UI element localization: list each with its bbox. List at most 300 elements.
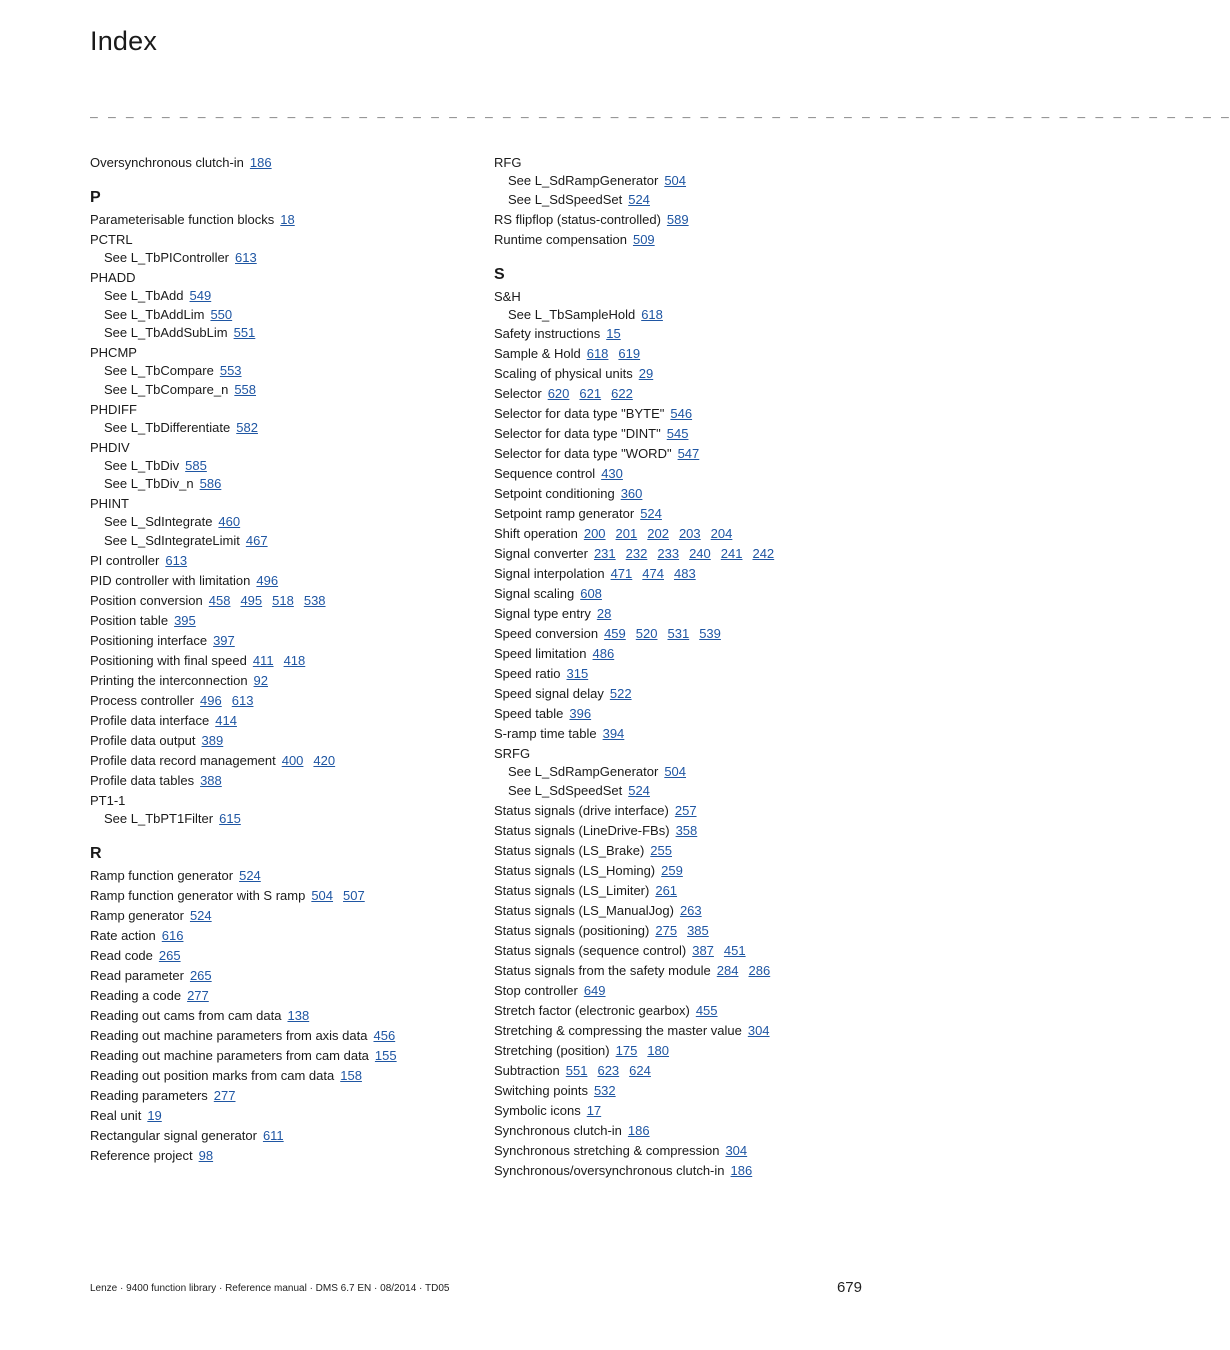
page-reference-link[interactable]: 394 [602, 726, 625, 742]
index-entry-label: Position conversion [90, 592, 203, 608]
page-reference-link[interactable]: 265 [189, 967, 212, 983]
index-entry-label: See L_SdSpeedSet [508, 191, 623, 207]
page-reference-link[interactable]: 455 [695, 1002, 718, 1018]
index-entry-label: Sequence control [494, 466, 596, 482]
index-entry-label: Signal type entry [494, 606, 591, 622]
index-entry [90, 268, 475, 287]
index-entry [90, 1026, 475, 1046]
index-entry-label: Shift operation [494, 526, 578, 542]
index-entry-label: See L_SdSpeedSet [508, 783, 623, 799]
index-entry-label: PHDIV [90, 439, 130, 455]
index-entry-label: PHINT [90, 496, 129, 512]
index-entry-label: Signal converter [494, 546, 588, 562]
page-reference-link[interactable]: 524 [189, 907, 212, 923]
page-reference-link[interactable]: 138 [287, 1007, 310, 1023]
index-entry [494, 324, 874, 344]
page-reference-link[interactable]: 531 [667, 626, 690, 642]
index-subentry [494, 763, 874, 782]
index-entry-label: Reading out machine parameters from cam data [90, 1047, 369, 1063]
page-reference-link[interactable]: 518 [272, 592, 294, 608]
page-reference-link[interactable]: 233 [657, 546, 680, 562]
index-entry-label: RFG [494, 155, 522, 170]
index-entry-label: Setpoint ramp generator [494, 506, 635, 522]
index-entry [494, 584, 874, 604]
page-reference-link[interactable]: 92 [253, 672, 269, 688]
page-reference-link[interactable]: 451 [723, 942, 746, 958]
index-entry [90, 791, 475, 810]
index-entry-label: See L_TbDifferentiate [104, 419, 231, 435]
index-entry-label: Positioning with final speed [90, 652, 247, 668]
index-entry-label: Reading out cams from cam data [90, 1007, 282, 1023]
page-reference-link[interactable]: 242 [752, 546, 775, 562]
index-entry [90, 1006, 475, 1026]
page-reference-link[interactable]: 411 [252, 652, 274, 668]
page-reference-link[interactable]: 385 [687, 922, 709, 938]
index-subentry [494, 306, 874, 325]
index-subentry [90, 287, 475, 306]
page-reference-link[interactable]: 624 [629, 1062, 651, 1078]
page-reference-link[interactable]: 186 [249, 155, 272, 170]
index-entry [494, 444, 874, 464]
page-reference-link[interactable]: 200 [583, 526, 606, 542]
index-entry [494, 504, 874, 524]
index-entry [90, 1086, 475, 1106]
index-entry [90, 886, 475, 906]
page-reference-link[interactable]: 616 [161, 927, 184, 943]
index-entry [90, 153, 475, 173]
page-reference-link[interactable]: 613 [235, 250, 257, 265]
index-entry-label: Ramp generator [90, 907, 184, 923]
page-reference-link[interactable]: 496 [200, 692, 222, 708]
index-entry-label: See L_TbSampleHold [508, 306, 636, 322]
page-reference-link[interactable]: 474 [642, 566, 664, 582]
page-reference-link[interactable]: 618 [586, 346, 609, 362]
index-entry-label: Process controller [90, 692, 195, 708]
index-entry [90, 591, 475, 611]
page-reference-link[interactable]: 615 [219, 810, 241, 826]
index-entry-label: Status signals (LS_ManualJog) [494, 902, 674, 918]
index-entry-label: PCTRL [90, 232, 133, 247]
page-reference-link[interactable]: 158 [340, 1067, 362, 1083]
page-reference-link[interactable]: 203 [678, 526, 701, 542]
index-entry [90, 771, 475, 791]
index-entry [90, 551, 475, 571]
page-reference-link[interactable]: 257 [674, 802, 697, 818]
index-entry-label: Signal interpolation [494, 566, 605, 582]
index-subentry [90, 457, 475, 476]
index-entry [90, 1146, 475, 1166]
page-reference-link[interactable]: 430 [601, 466, 623, 482]
page-reference-link[interactable]: 504 [664, 173, 687, 188]
page-reference-link[interactable]: 509 [632, 231, 655, 247]
index-entry-label: Scaling of physical units [494, 366, 633, 382]
index-entry [494, 404, 874, 424]
index-entry [90, 343, 475, 362]
index-entry-label: Oversynchronous clutch-in [90, 155, 244, 170]
index-entry-label: Rate action [90, 927, 156, 943]
index-entry-label: Reading parameters [90, 1087, 208, 1103]
page-reference-link[interactable]: 558 [234, 381, 257, 397]
index-entry-label: Printing the interconnection [90, 672, 248, 688]
page-reference-link[interactable]: 201 [615, 526, 638, 542]
page-reference-link[interactable]: 619 [618, 346, 641, 362]
page-reference-link[interactable]: 460 [218, 514, 241, 530]
page-reference-link[interactable]: 304 [747, 1022, 770, 1038]
page-reference-link[interactable]: 467 [245, 532, 268, 548]
index-entry [494, 484, 874, 504]
page-reference-link[interactable]: 618 [641, 306, 663, 322]
index-entry-label: Signal scaling [494, 586, 575, 602]
index-entry-label: Stretching & compressing the master value [494, 1022, 742, 1038]
index-entry-label: Reference project [90, 1147, 193, 1163]
page-reference-link[interactable]: 400 [281, 752, 304, 768]
page-reference-link[interactable]: 611 [262, 1127, 284, 1143]
index-entry-label: See L_TbCompare_n [104, 381, 229, 397]
index-entry-label: Speed limitation [494, 646, 587, 662]
index-entry [494, 901, 874, 921]
index-entry [90, 651, 475, 671]
index-entry-label: SRFG [494, 746, 531, 762]
index-entry [494, 424, 874, 444]
page-reference-link[interactable]: 551 [233, 325, 256, 341]
page-reference-link[interactable]: 275 [655, 922, 678, 938]
index-entry-label: S&H [494, 288, 521, 304]
page-reference-link[interactable]: 265 [158, 947, 181, 963]
index-entry [90, 711, 475, 731]
page-reference-link[interactable]: 545 [666, 426, 689, 442]
index-entry-label: Selector for data type "BYTE" [494, 406, 665, 422]
index-subentry [90, 362, 475, 381]
page-reference-link[interactable]: 202 [647, 526, 669, 542]
index-entry-label: S-ramp time table [494, 726, 597, 742]
index-entry-label: Safety instructions [494, 326, 601, 342]
page-reference-link[interactable]: 388 [200, 772, 222, 788]
index-entry [90, 1126, 475, 1146]
page-reference-link[interactable]: 29 [638, 366, 654, 382]
index-entry [90, 731, 475, 751]
page-reference-link[interactable]: 231 [593, 546, 616, 562]
index-entry [90, 986, 475, 1006]
index-entry [494, 704, 874, 724]
page-reference-link[interactable]: 496 [256, 572, 279, 588]
index-entry [90, 230, 475, 249]
index-entry [90, 1046, 475, 1066]
page-reference-link[interactable]: 524 [628, 783, 650, 799]
page-reference-link[interactable]: 420 [313, 752, 336, 768]
index-entry-label: PI controller [90, 552, 160, 568]
page-reference-link[interactable]: 315 [566, 666, 589, 682]
index-entry [90, 571, 475, 591]
index-entry-label: Profile data tables [90, 772, 195, 788]
page-reference-link[interactable]: 232 [625, 546, 648, 562]
index-entry [494, 1041, 874, 1061]
page-title: Index [90, 26, 158, 56]
index-entry-label: Rectangular signal generator [90, 1127, 257, 1143]
page-reference-link[interactable]: 263 [679, 902, 702, 918]
page-reference-link[interactable]: 458 [208, 592, 231, 608]
page-reference-link[interactable]: 358 [675, 822, 698, 838]
page-reference-link[interactable]: 471 [610, 566, 633, 582]
index-entry [494, 364, 874, 384]
index-entry [494, 544, 874, 564]
index-entry [494, 604, 874, 624]
index-entry-label: Ramp function generator [90, 867, 234, 883]
index-entry-label: Profile data interface [90, 712, 210, 728]
page-reference-link[interactable]: 459 [604, 626, 626, 642]
index-entry-label: Read code [90, 947, 153, 963]
index-entry-label: Position table [90, 612, 169, 628]
index-entry-label: Selector [494, 386, 542, 402]
index-letter-heading: S [494, 265, 505, 283]
page-reference-link[interactable]: 186 [730, 1162, 753, 1178]
page-reference-link[interactable]: 397 [213, 632, 235, 648]
index-entry [494, 981, 874, 1001]
index-entry [90, 906, 475, 926]
page-reference-link[interactable]: 621 [579, 386, 602, 402]
index-entry-label: PHDIFF [90, 401, 137, 417]
index-entry-label: Runtime compensation [494, 231, 627, 247]
index-entry [494, 821, 874, 841]
index-entry-label: Positioning interface [90, 632, 208, 648]
index-entry [90, 494, 475, 513]
index-entry-label: PID controller with limitation [90, 572, 251, 588]
page-reference-link[interactable]: 504 [664, 764, 687, 780]
index-entry [494, 210, 874, 230]
index-entry-label: Status signals (LS_Homing) [494, 862, 656, 878]
page-reference-link[interactable]: 277 [213, 1087, 236, 1103]
index-entry-label: Synchronous clutch-in [494, 1122, 622, 1138]
index-entry [494, 564, 874, 584]
page-reference-link[interactable]: 524 [640, 506, 662, 522]
index-entry [90, 631, 475, 651]
index-subentry [494, 782, 874, 801]
index-entry-label: See L_SdRampGenerator [508, 173, 659, 188]
index-entry-label: PHCMP [90, 345, 137, 361]
page-reference-link[interactable]: 28 [596, 606, 612, 622]
index-entry [494, 941, 874, 961]
index-entry-label: Profile data record management [90, 752, 276, 768]
index-entry-label: Switching points [494, 1082, 588, 1098]
index-entry-label: Real unit [90, 1107, 142, 1123]
index-entry-label: Speed ratio [494, 666, 561, 682]
page-reference-link[interactable]: 486 [592, 646, 615, 662]
page-reference-link[interactable]: 524 [628, 191, 650, 207]
index-subentry [90, 249, 475, 268]
index-entry [494, 724, 874, 744]
index-entry [90, 1066, 475, 1086]
index-entry-label: Status signals from the safety module [494, 962, 711, 978]
index-entry [494, 1061, 874, 1081]
index-entry-label: See L_TbPT1Filter [104, 810, 214, 826]
index-entry-label: Status signals (LS_Limiter) [494, 882, 650, 898]
index-entry [494, 524, 874, 544]
index-entry [90, 438, 475, 457]
page-reference-link[interactable]: 613 [165, 552, 188, 568]
page-reference-link[interactable]: 483 [673, 566, 696, 582]
page-reference-link[interactable]: 522 [609, 686, 632, 702]
index-entry-label: See L_TbPIController [104, 250, 230, 265]
page-reference-link[interactable]: 546 [670, 406, 693, 422]
page-reference-link[interactable]: 532 [593, 1082, 616, 1098]
page-reference-link[interactable]: 277 [187, 987, 209, 1003]
page-reference-link[interactable]: 520 [635, 626, 658, 642]
page-reference-link[interactable]: 495 [240, 592, 263, 608]
page-reference-link[interactable]: 582 [236, 419, 258, 435]
index-letter-heading: P [90, 189, 101, 206]
page-reference-link[interactable]: 553 [219, 363, 242, 379]
index-entry [494, 664, 874, 684]
index-entry [494, 841, 874, 861]
index-entry-label: See L_SdIntegrateLimit [104, 532, 240, 548]
index-entry-label: Symbolic icons [494, 1102, 581, 1118]
index-entry [494, 384, 874, 404]
page-reference-link[interactable]: 387 [692, 942, 714, 958]
index-entry [494, 464, 874, 484]
index-entry-label: Synchronous/oversynchronous clutch-in [494, 1162, 725, 1178]
page-number: 679 [836, 1279, 862, 1296]
index-entry-label: Subtraction [494, 1062, 560, 1078]
page-reference-link[interactable]: 456 [373, 1027, 396, 1043]
page-reference-link[interactable]: 304 [725, 1142, 748, 1158]
page-reference-link[interactable]: 389 [201, 732, 224, 748]
index-entry [494, 921, 874, 941]
index-entry-label: RS flipflop (status-controlled) [494, 211, 661, 227]
index-entry [90, 210, 475, 230]
index-entry [494, 1141, 874, 1161]
page-reference-link[interactable]: 241 [720, 546, 743, 562]
index-entry [494, 624, 874, 644]
page-reference-link[interactable]: 261 [655, 882, 678, 898]
page-reference-link[interactable]: 284 [716, 962, 739, 978]
index-subentry [90, 810, 475, 829]
index-entry-label: See L_SdIntegrate [104, 514, 213, 530]
index-entry-label: Selector for data type "DINT" [494, 426, 661, 442]
index-entry-label: Read parameter [90, 967, 184, 983]
page-reference-link[interactable]: 259 [661, 862, 683, 878]
index-subentry [90, 381, 475, 400]
index-entry-label: Speed conversion [494, 626, 599, 642]
page-reference-link[interactable]: 549 [189, 287, 212, 303]
index-entry [494, 684, 874, 704]
page-reference-link[interactable]: 620 [547, 386, 570, 402]
index-entry-label: Ramp function generator with S ramp [90, 887, 306, 903]
index-entry [494, 1081, 874, 1101]
page-reference-link[interactable]: 155 [374, 1047, 397, 1063]
index-column-right [494, 153, 874, 1181]
page-reference-link[interactable]: 396 [569, 706, 592, 722]
index-entry-label: Reading out position marks from cam data [90, 1067, 335, 1083]
index-entry [494, 1021, 874, 1041]
page-reference-link[interactable]: 524 [239, 867, 261, 883]
index-entry [494, 801, 874, 821]
page-reference-link[interactable]: 585 [185, 457, 207, 473]
index-entry [494, 861, 874, 881]
index-entry-label: Reading out machine parameters from axis data [90, 1027, 368, 1043]
page-reference-link[interactable]: 547 [677, 446, 700, 462]
index-entry [90, 751, 475, 771]
page-reference-link[interactable]: 19 [147, 1107, 162, 1123]
index-entry [494, 153, 874, 172]
index-entry-label: PHADD [90, 269, 136, 285]
page-reference-link[interactable]: 504 [311, 887, 334, 903]
page-reference-link[interactable]: 623 [597, 1062, 620, 1078]
index-entry [494, 1121, 874, 1141]
page-reference-link[interactable]: 539 [699, 626, 721, 642]
page-reference-link[interactable]: 418 [283, 652, 306, 668]
index-entry [494, 287, 874, 306]
index-entry-label: Setpoint conditioning [494, 486, 615, 502]
index-subentry [494, 191, 874, 210]
page-reference-link[interactable]: 360 [620, 486, 643, 502]
page-reference-link[interactable]: 649 [583, 982, 606, 998]
page-reference-link[interactable]: 551 [565, 1062, 588, 1078]
page-reference-link[interactable]: 18 [280, 212, 295, 227]
index-entry [90, 946, 475, 966]
page-reference-link[interactable]: 395 [174, 612, 196, 628]
page-reference-link[interactable]: 98 [198, 1147, 214, 1163]
index-subentry [90, 532, 475, 551]
index-entry-label: See L_SdRampGenerator [508, 764, 659, 780]
index-entry [90, 671, 475, 691]
page-reference-link[interactable]: 589 [666, 211, 689, 227]
page-reference-link[interactable]: 17 [586, 1102, 602, 1118]
index-entry-label: Status signals (LineDrive-FBs) [494, 822, 670, 838]
index-entry-label: Sample & Hold [494, 346, 581, 362]
index-entry [494, 961, 874, 981]
page-reference-link[interactable]: 538 [303, 592, 326, 608]
index-entry [494, 1101, 874, 1121]
index-subentry [90, 306, 475, 325]
index-entry [494, 230, 874, 250]
page-reference-link[interactable]: 550 [210, 306, 233, 322]
page-reference-link[interactable]: 240 [689, 546, 711, 562]
index-entry-label: Parameterisable function blocks [90, 212, 275, 227]
index-entry-label: Stretching (position) [494, 1042, 610, 1058]
page-reference-link[interactable]: 204 [710, 526, 733, 542]
index-entry-label: Speed table [494, 706, 564, 722]
index-entry [90, 1106, 475, 1126]
index-entry-label: Status signals (sequence control) [494, 942, 687, 958]
page-reference-link[interactable]: 608 [580, 586, 602, 602]
page-reference-link[interactable]: 186 [627, 1122, 650, 1138]
index-letter-heading: R [90, 844, 102, 862]
index-entry-label: Status signals (positioning) [494, 922, 650, 938]
page-reference-link[interactable]: 414 [215, 712, 237, 728]
page-reference-link[interactable]: 286 [748, 962, 771, 978]
index-entry-label: See L_TbDiv [104, 457, 180, 473]
index-entry-label: Stop controller [494, 982, 578, 998]
index-subentry [90, 324, 475, 343]
index-entry-label: Status signals (drive interface) [494, 802, 669, 818]
index-entry-label: See L_TbCompare [104, 363, 214, 379]
index-entry [90, 611, 475, 631]
index-entry [494, 744, 874, 763]
index-entry-label: Status signals (LS_Brake) [494, 842, 645, 858]
page-reference-link[interactable]: 15 [606, 326, 621, 342]
page-reference-link[interactable]: 613 [231, 692, 254, 708]
page-reference-link[interactable]: 622 [611, 386, 633, 402]
index-subentry [90, 419, 475, 438]
header-dashed-rule: _ _ _ _ _ _ _ _ _ _ _ _ _ _ _ _ _ _ _ _ _ _ _ _ _ _ _ _ _ _ _ _ _ _ _ _ _ _ _ _ _ _ _ _ _ _ _ _ _ _ _ _ _ _ _ _ _ _ _ _ _ _ _ _ [90, 104, 1230, 119]
page-reference-link[interactable]: 180 [647, 1042, 670, 1058]
page-reference-link[interactable]: 586 [199, 476, 222, 492]
page-reference-link[interactable]: 175 [615, 1042, 638, 1058]
index-entry-label: Reading a code [90, 987, 182, 1003]
page-reference-link[interactable]: 507 [343, 887, 365, 903]
page-reference-link[interactable]: 255 [650, 842, 672, 858]
index-entry [494, 344, 874, 364]
index-entry [90, 966, 475, 986]
